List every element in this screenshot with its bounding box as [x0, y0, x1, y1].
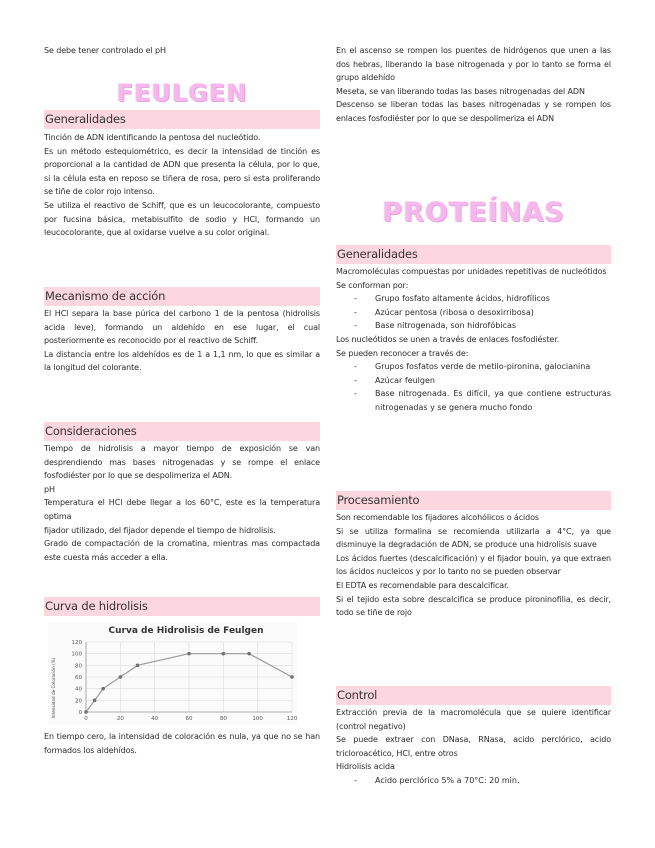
paragraph: Grado de compactación de la cromatina, mientras mas compactada este cuesta más acceder a ella.: [44, 539, 320, 562]
consideraciones-body: [44, 442, 320, 564]
bullet-list: [336, 774, 611, 788]
section-heading: Procesamiento: [337, 493, 420, 507]
intro-text: Se debe tener controlado el pH: [44, 46, 166, 55]
paragraph: pH: [44, 484, 55, 494]
paragraph: Descenso se liberan todas las bases nitrogenadas y se rompen los enlaces fosfodiéster por lo que se despolimeriza el ADN: [336, 100, 611, 123]
generalidades-proteinas-body: [336, 265, 611, 415]
paragraph: Si se utiliza formalina se recomienda utilizarla a 4°C, ya que disminuye la degradación de ADN, se produce una hidrolisis suave: [336, 526, 611, 550]
section-heading: Generalidades: [45, 112, 126, 126]
paragraph: Meseta, se van liberando todas las bases nitrogenadas del ADN: [336, 86, 585, 96]
x-tick-label: 20: [116, 716, 124, 722]
section-heading: Mecanismo de acción: [45, 289, 166, 303]
y-tick-label: 20: [75, 698, 82, 705]
chart-title: Curva de Hidrolisis de Feulgen: [108, 626, 264, 636]
section-mecanismo: [44, 287, 320, 306]
section-heading: Control: [337, 688, 378, 702]
paragraph: Se utiliza el reactivo de Schiff, que es un leucocolorante, compuesto por fucsina básica, metabisulfito de sodio y HCl, formando un leucocolorante, que al oxidarse vuelve a su color original.: [44, 200, 320, 238]
continuation-body: [336, 44, 611, 126]
paragraph: Los ácidos fuertes (descalcificación) y el fijador bouin, ya que extraen los ácidos nucleicos y por lo tanto no se pueden observar: [336, 553, 611, 577]
paragraph: Si el tejido esta sobre descalcifica se produce pironinofilia, es decir, todo se tiñe de rojo: [336, 594, 611, 618]
y-tick-label: 40: [75, 686, 82, 693]
data-point: [84, 710, 88, 714]
feulgen-title: FEULGEN: [116, 79, 248, 107]
paragraph: fijador utilizado, del fijador depende el tiempo de hidrolisis.: [44, 525, 276, 535]
paragraph: Los nucleótidos se unen a través de enlaces fosfodiéster.: [336, 334, 560, 344]
section-generalidades-feulgen: [44, 110, 320, 129]
section-procesamiento: [336, 491, 611, 510]
bullet-list: [336, 360, 611, 414]
data-point: [93, 699, 97, 703]
chart-svg: [48, 622, 298, 725]
x-tick-label: 40: [151, 716, 159, 722]
x-tick-label: 120: [286, 716, 298, 722]
y-tick-label: 60: [75, 675, 82, 681]
x-tick-label: 80: [219, 716, 227, 722]
x-tick-label: 100: [252, 716, 263, 722]
list-item: - Azúcar pentosa (ribosa o desoxirribosa): [354, 306, 611, 320]
paragraph: Es un método estequiométrico, es decir la intensidad de tinción es proporcional a la cantidad de ADN que presenta la célula, por lo que, si la célula esta en reposo se tiñera de rosa, pero si esta proliferando se tiñe de color rojo intenso.: [44, 146, 320, 197]
section-consideraciones: [44, 422, 320, 441]
paragraph: Son recomendable los fijadores alcohólicos o ácidos: [336, 513, 539, 522]
paragraph: Macromoléculas compuestas por unidades repetitivas de nucleótidos: [336, 267, 607, 276]
section-heading: Generalidades: [337, 247, 418, 261]
data-point: [290, 675, 294, 679]
y-tick-label: 100: [71, 651, 82, 658]
proteinas-title: PROTEÍNAS: [382, 197, 565, 228]
paragraph: En el ascenso se rompen los puentes de hidrógenos que unen a las dos hebras, liberando la base nitrogenada y por lo tanto se forma el grupo aldehído: [336, 46, 611, 83]
section-generalidades-proteinas: [336, 245, 611, 264]
paragraph: Temperatura el HCl debe llegar a los 60°C, este es la temperatura optima: [44, 498, 320, 521]
paragraph: Se puede extraer con DNasa, RNasa, acido perclórico, acido tricloroacético, HCl, entre otros: [336, 735, 611, 758]
chart-ticks: [72, 640, 298, 722]
list-item: - Grupo fosfato altamente ácidos, hidrofílicos: [354, 292, 611, 306]
data-point: [187, 652, 191, 656]
data-point: [136, 664, 140, 668]
bullet-list: [336, 292, 611, 333]
data-point: [222, 652, 226, 656]
paragraph: Hidrolisis acida: [336, 762, 395, 772]
x-tick-label: 60: [185, 716, 193, 722]
y-tick-label: 80: [75, 663, 82, 670]
paragraph: Se conforman por:: [336, 280, 409, 290]
section-curva: [44, 597, 320, 616]
section-heading: Consideraciones: [45, 424, 137, 438]
data-point: [101, 687, 105, 691]
list-item: - Grupos fosfatos verde de metilo-pironina, galocianina: [354, 360, 611, 374]
chart-ylabel: Intensidad de Coloración (%): [51, 657, 56, 719]
y-tick-label: 0: [78, 710, 82, 716]
paragraph: Extracción previa de la macromolécula que se quiere identificar (control negativo): [336, 708, 611, 731]
paragraph: El EDTA es recomendable para descalcificar.: [336, 580, 509, 590]
data-point: [247, 652, 251, 656]
list-item: - Base nitrogenada, son hidrofóbicas: [354, 319, 611, 333]
procesamiento-body: [336, 511, 611, 620]
list-item: - Acido perclórico 5% a 70°C: 20 min.: [354, 774, 611, 788]
section-heading: Curva de hidrolisis: [45, 599, 148, 613]
curva-caption: En tiempo cero, la intensidad de coloración es nula, ya que no se han formados los aldehídos.: [44, 732, 320, 755]
paragraph: La distancia entre los aldehídos es de 1 a 1,1 nm, lo que es similar a la longitud del colorante.: [44, 349, 320, 373]
y-tick-label: 120: [71, 640, 82, 646]
paragraph: El HCl separa la base púrica del carbono 1 de la pentosa (hidrolisis acida leve), formando un aldehído en ese lugar, el cual posteriormente es reconocido por el reactivo de Schiff.: [44, 309, 320, 346]
hydrolysis-chart: [48, 622, 298, 725]
generalidades-feulgen-body: [44, 131, 320, 240]
data-point: [119, 675, 123, 679]
list-item: - Base nitrogenada. Es difícil, ya que contiene estructuras nitrogenadas y se genera mucho fondo: [354, 387, 611, 414]
section-control: [336, 686, 611, 705]
x-tick-label: 0: [84, 716, 88, 722]
paragraph: Tinción de ADN identificando la pentosa del nucleótido.: [44, 133, 261, 142]
list-item: - Azúcar feulgen: [354, 374, 611, 388]
paragraph: Se pueden reconocer a través de:: [336, 348, 469, 358]
paragraph: Tiempo de hidrolisis a mayor tiempo de exposición se van desprendiendo mas bases nitrogenadas y se rompe el enlace fosfodiéster por lo que se despolimeriza el ADN.: [44, 444, 320, 481]
mecanismo-body: [44, 307, 320, 375]
control-body: [336, 706, 611, 788]
